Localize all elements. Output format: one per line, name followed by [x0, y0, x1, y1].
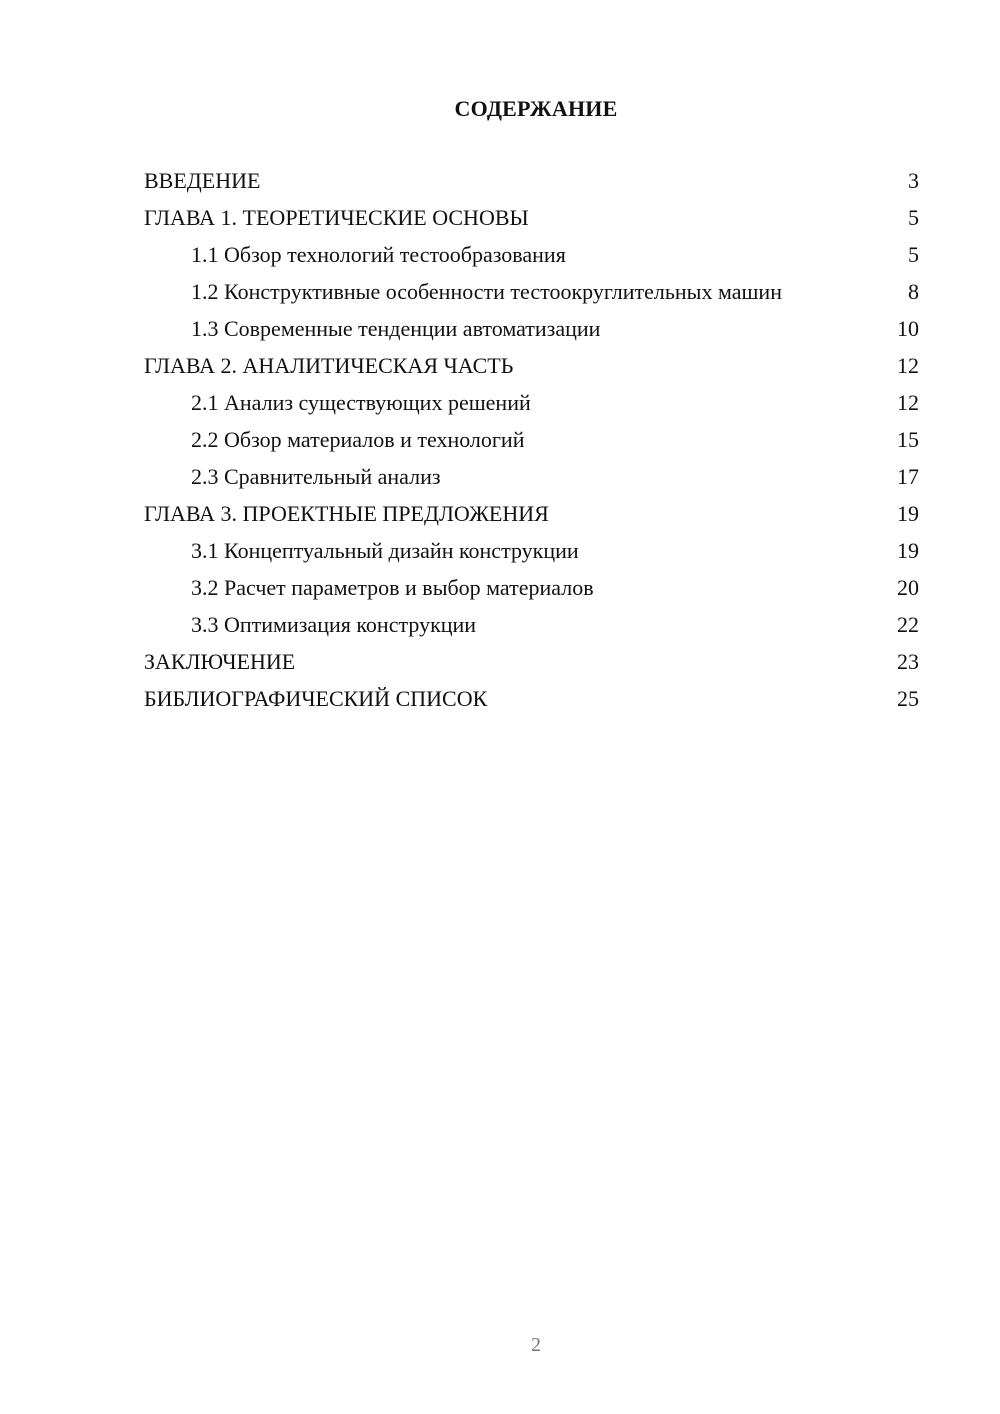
toc-entry-label[interactable]: 1.1 Обзор технологий тестообразования [191, 242, 566, 267]
toc-entry-label[interactable]: 3.3 Оптимизация конструкции [191, 612, 477, 637]
toc-entry-section-2-1[interactable] [144, 390, 919, 416]
toc-entry-label[interactable]: ЗАКЛЮЧЕНИЕ [144, 649, 296, 674]
toc-entry-page: 22 [897, 612, 919, 637]
toc-entry-page: 23 [897, 649, 919, 674]
table-of-contents [144, 168, 919, 723]
toc-entry-label[interactable]: 2.3 Сравнительный анализ [191, 464, 441, 489]
toc-entry-chapter-1[interactable] [144, 205, 919, 231]
toc-entry-section-2-3[interactable] [144, 464, 919, 490]
toc-entry-section-2-2[interactable] [144, 427, 919, 453]
toc-entry-label[interactable]: 2.2 Обзор материалов и технологий [191, 427, 525, 452]
toc-entry-label[interactable]: 1.3 Современные тенденции автоматизации [191, 316, 601, 341]
toc-title: СОДЕРЖАНИЕ [454, 96, 618, 121]
toc-entry-section-3-1[interactable] [144, 538, 919, 564]
toc-entry-page: 12 [897, 390, 919, 415]
toc-entry-page: 3 [908, 168, 919, 193]
page-number: 2 [531, 1334, 541, 1356]
toc-entry-section-1-1[interactable] [144, 242, 919, 268]
toc-entry-label[interactable]: БИБЛИОГРАФИЧЕСКИЙ СПИСОК [144, 686, 488, 711]
toc-entry-conclusion[interactable] [144, 649, 919, 675]
toc-entry-page: 10 [897, 316, 919, 341]
toc-entry-label[interactable]: 3.2 Расчет параметров и выбор материалов [191, 575, 594, 600]
toc-entry-label[interactable]: 3.1 Концептуальный дизайн конструкции [191, 538, 579, 563]
toc-entry-page: 5 [908, 205, 919, 230]
toc-entry-page: 25 [897, 686, 919, 711]
toc-entry-page: 19 [897, 538, 919, 563]
toc-entry-label[interactable]: ВВЕДЕНИЕ [144, 168, 261, 193]
toc-entry-page: 12 [897, 353, 919, 378]
toc-entry-section-1-2[interactable] [144, 279, 919, 305]
toc-entry-label[interactable]: 2.1 Анализ существующих решений [191, 390, 531, 415]
toc-entry-chapter-2[interactable] [144, 353, 919, 379]
toc-entry-page: 20 [897, 575, 919, 600]
toc-entry-label[interactable]: ГЛАВА 2. АНАЛИТИЧЕСКАЯ ЧАСТЬ [144, 353, 514, 378]
toc-entry-page: 19 [897, 501, 919, 526]
toc-entry-section-3-3[interactable] [144, 612, 919, 638]
toc-entry-page: 15 [897, 427, 919, 452]
toc-entry-bibliography[interactable] [144, 686, 919, 712]
toc-entry-introduction[interactable] [144, 168, 919, 194]
toc-entry-page: 8 [908, 279, 919, 304]
toc-entry-chapter-3[interactable] [144, 501, 919, 527]
toc-entry-section-3-2[interactable] [144, 575, 919, 601]
toc-entry-label[interactable]: 1.2 Конструктивные особенности тестоокруглительных машин [191, 279, 782, 304]
toc-entry-page: 17 [897, 464, 919, 489]
toc-entry-section-1-3[interactable] [144, 316, 919, 342]
toc-entry-page: 5 [908, 242, 919, 267]
toc-entry-label[interactable]: ГЛАВА 3. ПРОЕКТНЫЕ ПРЕДЛОЖЕНИЯ [144, 501, 549, 526]
toc-entry-label[interactable]: ГЛАВА 1. ТЕОРЕТИЧЕСКИЕ ОСНОВЫ [144, 205, 529, 230]
